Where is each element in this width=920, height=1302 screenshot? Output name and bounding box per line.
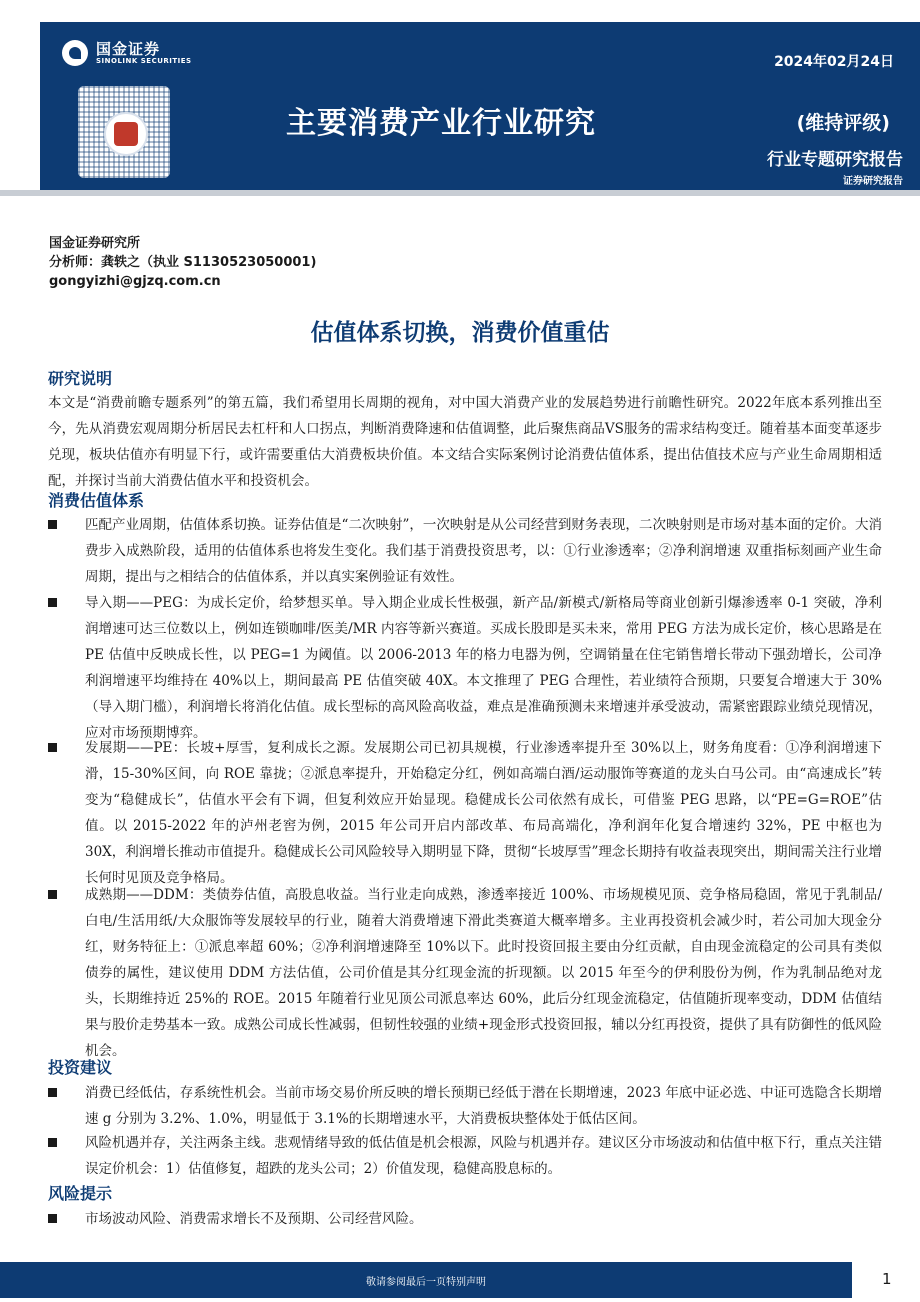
- bullet-square-icon: [48, 520, 57, 529]
- logo-cn: 国金证券: [96, 39, 161, 58]
- bullet-text: 发展期——PE：长坡+厚雪，复利成长之源。发展期公司已初具规模，行业渗透率提升至 30%以上，财务角度看：①净利润增速下滑，15-30%区间，向 ROE 靠拢；②派息率提升，开始稳定分红，例如高端白酒/运动服饰等赛道的龙头白马公司。由“高速成长”转变为“稳健成长”，估值水平会有下调，但复利效应开始显现。稳健成长公司依然有成长，可借鉴 PEG 思路，以“PE=G=ROE”估值。以 2015-2022 年的泸州老窖为例，2015 年公司开启内部改革、布局高端化，净利润年化复合增速约 32%，PE 中枢也为 30X，利润增长推动市值提升。稳健成长公司风险较导入期明显下降，贯彻“长坡厚雪”理念长期持有收益表现突出，期间需关注行业增长何时见顶及竞争格局。: [85, 740, 882, 886]
- analyst-name: 分析师：龚轶之（执业 S1130523050001): [49, 255, 317, 270]
- bullet-text: 匹配产业周期，估值体系切换。证券估值是“二次映射”，一次映射是从公司经营到财务表现，二次映射则是市场对基本面的定价。大消费步入成熟阶段，适用的估值体系也将发生变化。我们基于消费投资思考，以：①行业渗透率；②净利润增速 双重指标刻画产业生命周期，提出与之相结合的估值体系，并以真实案例验证有效性。: [85, 517, 882, 585]
- analyst-email[interactable]: gongyizhi@gjzq.com.cn: [49, 274, 221, 289]
- qr-code-icon: [78, 86, 170, 178]
- institute-name: 国金证券研究所: [49, 236, 141, 251]
- bullet-square-icon: [48, 598, 57, 607]
- bullet-text: 导入期——PEG：为成长定价，给梦想买单。导入期企业成长性极强，新产品/新模式/新格局等商业创新引爆渗透率 0-1 突破，净利润增速可达三位数以上，例如连锁咖啡/医美/MR 内容等新兴赛道。买成长股即是买未来，常用 PEG 方法为成长定价，核心思路是在 PE 估值中反映成长性，以 PEG=1 为阈值。以 2006-2013 年的格力电器为例，空调销量在住宅销售增长带动下强劲增长，公司净利润增速平均维持在 40%以上，期间最高 PE 估值突破 40X。本文推理了 PEG 合理性，若业绩符合预期，只要复合增速大于 30%（导入期门槛），利润增长将消化估值。成长型标的高风险高收益，难点是准确预测未来增速并承受波动，需紧密跟踪业绩兑现情况，应对市场预期博弈。: [85, 595, 882, 741]
- report-date: 2024年02月24日: [774, 54, 894, 70]
- page-number: 1: [882, 1270, 892, 1288]
- list-item: [48, 512, 882, 590]
- report-subtype: 证券研究报告: [843, 176, 903, 187]
- bullet-square-icon: [48, 1214, 57, 1223]
- company-logo: [62, 40, 192, 66]
- disclaimer-note: 敬请参阅最后一页特别声明: [366, 1277, 486, 1288]
- list-item: [48, 882, 882, 1064]
- section-heading-risk: 风险提示: [48, 1184, 113, 1203]
- section-heading-investment: 投资建议: [48, 1058, 113, 1077]
- bullet-square-icon: [48, 1088, 57, 1097]
- list-item: [48, 735, 882, 891]
- list-item: [48, 1080, 882, 1132]
- logo-en: SINOLINK SECURITIES: [96, 56, 192, 65]
- report-title: 主要消费产业行业研究: [286, 106, 596, 141]
- bullet-square-icon: [48, 743, 57, 752]
- list-item: [48, 590, 882, 746]
- header-divider: [0, 190, 920, 196]
- document-title: 估值体系切换，消费价值重估: [310, 320, 610, 346]
- report-type: 行业专题研究报告: [767, 150, 903, 170]
- section-heading-research-note: 研究说明: [48, 369, 113, 388]
- research-note-paragraph: 本文是“消费前瞻专题系列”的第五篇，我们希望用长周期的视角，对中国大消费产业的发展趋势进行前瞻性研究。2022年底本系列推出至今，先从消费宏观周期分析居民去杠杆和人口拐点，判断消费降速和估值调整，此后聚焦商品VS服务的需求结构变迁。随着基本面变革逐步兑现，板块估值亦有明显下行，或许需要重估大消费板块价值。本文结合实际案例讨论消费估值体系，提出估值技术应与产业生命周期相适配，并探讨当前大消费估值水平和投资机会。: [48, 395, 882, 489]
- logo-text: [96, 41, 192, 66]
- bullet-square-icon: [48, 890, 57, 899]
- rating-label: (维持评级): [796, 112, 890, 134]
- logo-mark-icon: [62, 40, 88, 66]
- section-heading-valuation: 消费估值体系: [48, 491, 145, 510]
- list-item: [48, 1130, 882, 1182]
- bullet-text: 消费已经低估，存系统性机会。当前市场交易价所反映的增长预期已经低于潜在长期增速，2023 年底中证必选、中证可选隐含长期增速 g 分别为 3.2%、1.0%，明显低于 3.1%的长期增速水平，大消费板块整体处于低估区间。: [85, 1085, 882, 1127]
- qr-center-logo: [104, 112, 148, 156]
- list-item: [48, 1206, 882, 1232]
- bullet-text: 风险机遇并存，关注两条主线。悲观情绪导致的低估值是机会根源，风险与机遇并存。建议区分市场波动和估值中枢下行，重点关注错误定价机会：1）估值修复，超跌的龙头公司；2）价值发现，稳健高股息标的。: [85, 1135, 882, 1177]
- bullet-text: 市场波动风险、消费需求增长不及预期、公司经营风险。: [85, 1211, 423, 1227]
- analyst-info: [49, 234, 316, 291]
- bullet-square-icon: [48, 1138, 57, 1147]
- bullet-text: 成熟期——DDM：类债券估值，高股息收益。当行业走向成熟，渗透率接近 100%、市场规模见顶、竞争格局稳固，常见于乳制品/白电/生活用纸/大众服饰等发展较早的行业，随着大消费增速下滑此类赛道大概率增多。主业再投资机会减少时，若公司加大现金分红，财务特征上：①派息率超 60%；②净利润增速降至 10%以下。此时投资回报主要由分红贡献，自由现金流稳定的公司具有类似债券的属性，建议使用 DDM 方法估值，公司价值是其分红现金流的折现额。以 2015 年至今的伊利股份为例，作为乳制品绝对龙头，长期维持近 25%的 ROE。2015 年随着行业见顶公司派息率达 60%，此后分红现金流稳定，估值随折现率变动，DDM 估值结果与股价走势基本一致。成熟公司成长性减弱，但韧性较强的业绩+现金形式投资回报，辅以分红再投资，提供了具有防御性的低风险机会。: [85, 887, 882, 1059]
